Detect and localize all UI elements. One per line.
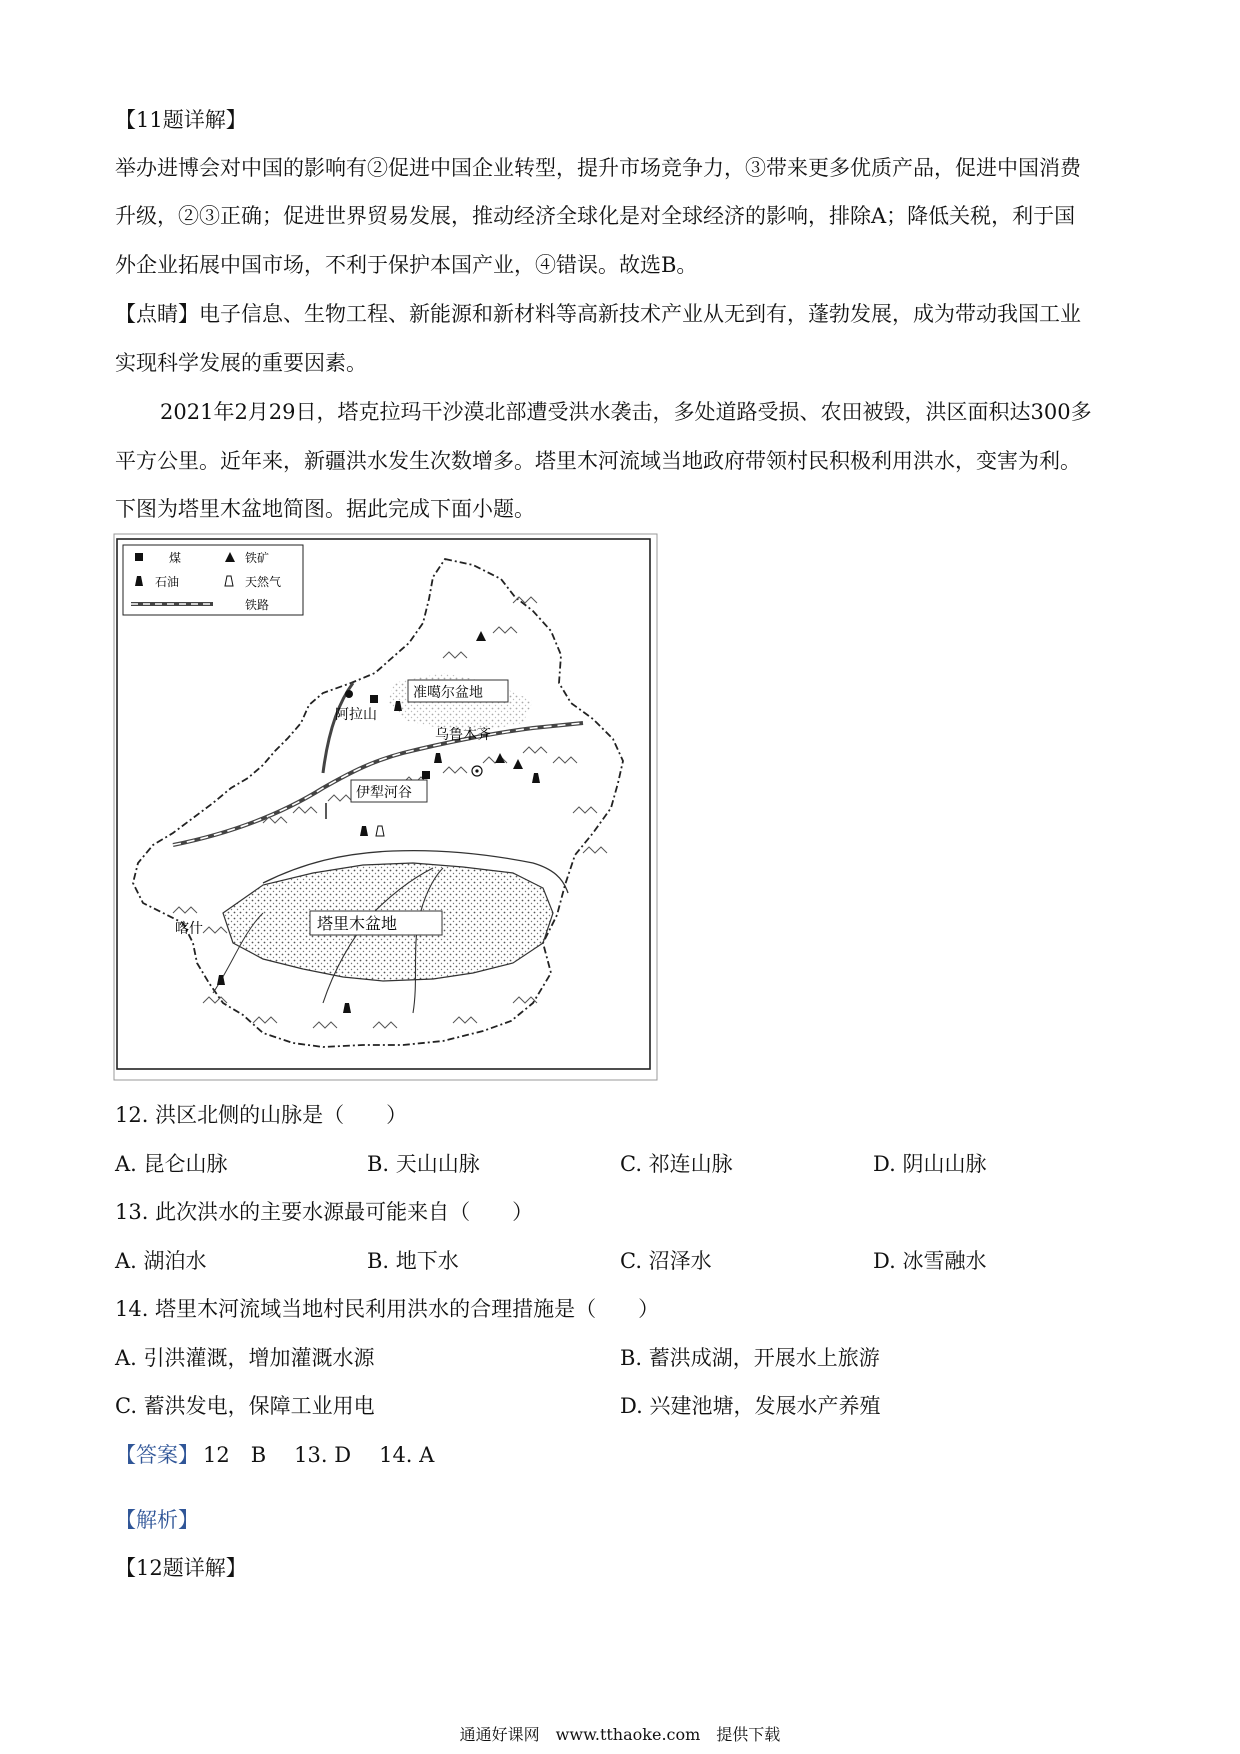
legend-coal: 煤 (169, 551, 182, 565)
coal-icon (370, 695, 378, 703)
page-footer: 通通好课网 www.tthaoke.com 提供下载 (459, 1725, 781, 1744)
tip-text: 电子信息、生物工程、新能源和新材料等高新技术产业从无到有，蓬勃发展，成为带动我国工业 (199, 302, 1081, 326)
tip-label: 【点睛】 (115, 302, 199, 326)
coal-icon (422, 771, 430, 779)
label-yili: 伊犁河谷 (356, 785, 412, 801)
answer-12: 12 B (203, 1443, 267, 1467)
answer-line (115, 1440, 462, 1470)
coal-icon (135, 553, 143, 561)
question-12-option-d[interactable]: D. 阴山山脉 (873, 1152, 987, 1176)
question-12-option-b[interactable]: B. 天山山脉 (367, 1152, 480, 1176)
material-line: 下图为塔里木盆地简图。据此完成下面小题。 (115, 497, 535, 521)
question-14-option-b[interactable]: B. 蓄洪成湖，开展水上旅游 (620, 1346, 880, 1370)
label-junggar: 准噶尔盆地 (413, 685, 483, 701)
legend-oil: 石油 (155, 575, 180, 589)
question-13-option-d[interactable]: D. 冰雪融水 (873, 1249, 987, 1273)
analysis-label: 【解析】 (115, 1508, 199, 1532)
legend-iron: 铁矿 (245, 551, 270, 565)
paragraph-line: 举办进博会对中国的影响有②促进中国企业转型，提升市场竞争力，③带来更多优质产品，促进中国消费 (115, 156, 1081, 180)
question-12-stem: 12. 洪区北侧的山脉是（ ） (115, 1103, 408, 1127)
question-14-option-d[interactable]: D. 兴建池塘，发展水产养殖 (620, 1394, 881, 1418)
paragraph-line: 升级，②③正确；促进世界贸易发展，推动经济全球化是对全球经济的影响，排除A；降低关税，利于国 (115, 204, 1076, 228)
question-13-option-a[interactable]: A. 湖泊水 (115, 1249, 207, 1273)
material-line: 平方公里。近年来，新疆洪水发生次数增多。塔里木河流域当地政府带领村民积极利用洪水，变害为利。 (115, 449, 1081, 473)
label-tarim: 塔里木盆地 (317, 914, 398, 933)
answer-14: 14. A (379, 1443, 435, 1467)
question-14-stem: 14. 塔里木河流域当地村民利用洪水的合理措施是（ ） (115, 1297, 660, 1321)
question-12-option-a[interactable]: A. 昆仑山脉 (115, 1152, 228, 1176)
question-12-option-c[interactable]: C. 祁连山脉 (620, 1152, 733, 1176)
legend-gas: 天然气 (245, 575, 282, 589)
question-13-stem: 13. 此次洪水的主要水源最可能来自（ ） (115, 1200, 534, 1224)
answer-label: 【答案】 (115, 1443, 199, 1467)
tip-line (115, 299, 1081, 329)
section-11-heading: 【11题详解】 (115, 108, 247, 132)
legend-railway: 铁路 (245, 598, 270, 612)
material-line: 2021年2月29日，塔克拉玛干沙漠北部遭受洪水袭击，多处道路受损、农田被毁，洪区面积达300多 (160, 400, 1092, 424)
alashankou-point-icon (345, 690, 353, 698)
question-14-option-a[interactable]: A. 引洪灌溉，增加灌溉水源 (115, 1346, 375, 1370)
map-legend (123, 545, 303, 615)
section-12-heading: 【12题详解】 (115, 1556, 247, 1580)
question-13-option-c[interactable]: C. 沼泽水 (620, 1249, 712, 1273)
tip-line: 实现科学发展的重要因素。 (115, 351, 367, 375)
paragraph-line: 外企业拓展中国市场，不利于保护本国产业，④错误。故选B。 (115, 253, 698, 277)
answer-13: 13. D (294, 1443, 352, 1467)
label-urumqi: 乌鲁木齐 (435, 727, 491, 743)
question-14-option-c[interactable]: C. 蓄洪发电，保障工业用电 (115, 1394, 375, 1418)
label-kashi: 喀什 (175, 921, 203, 937)
label-alashan: 阿拉山 (335, 707, 377, 723)
tarim-basin-map (113, 533, 658, 1081)
question-13-option-b[interactable]: B. 地下水 (367, 1249, 459, 1273)
